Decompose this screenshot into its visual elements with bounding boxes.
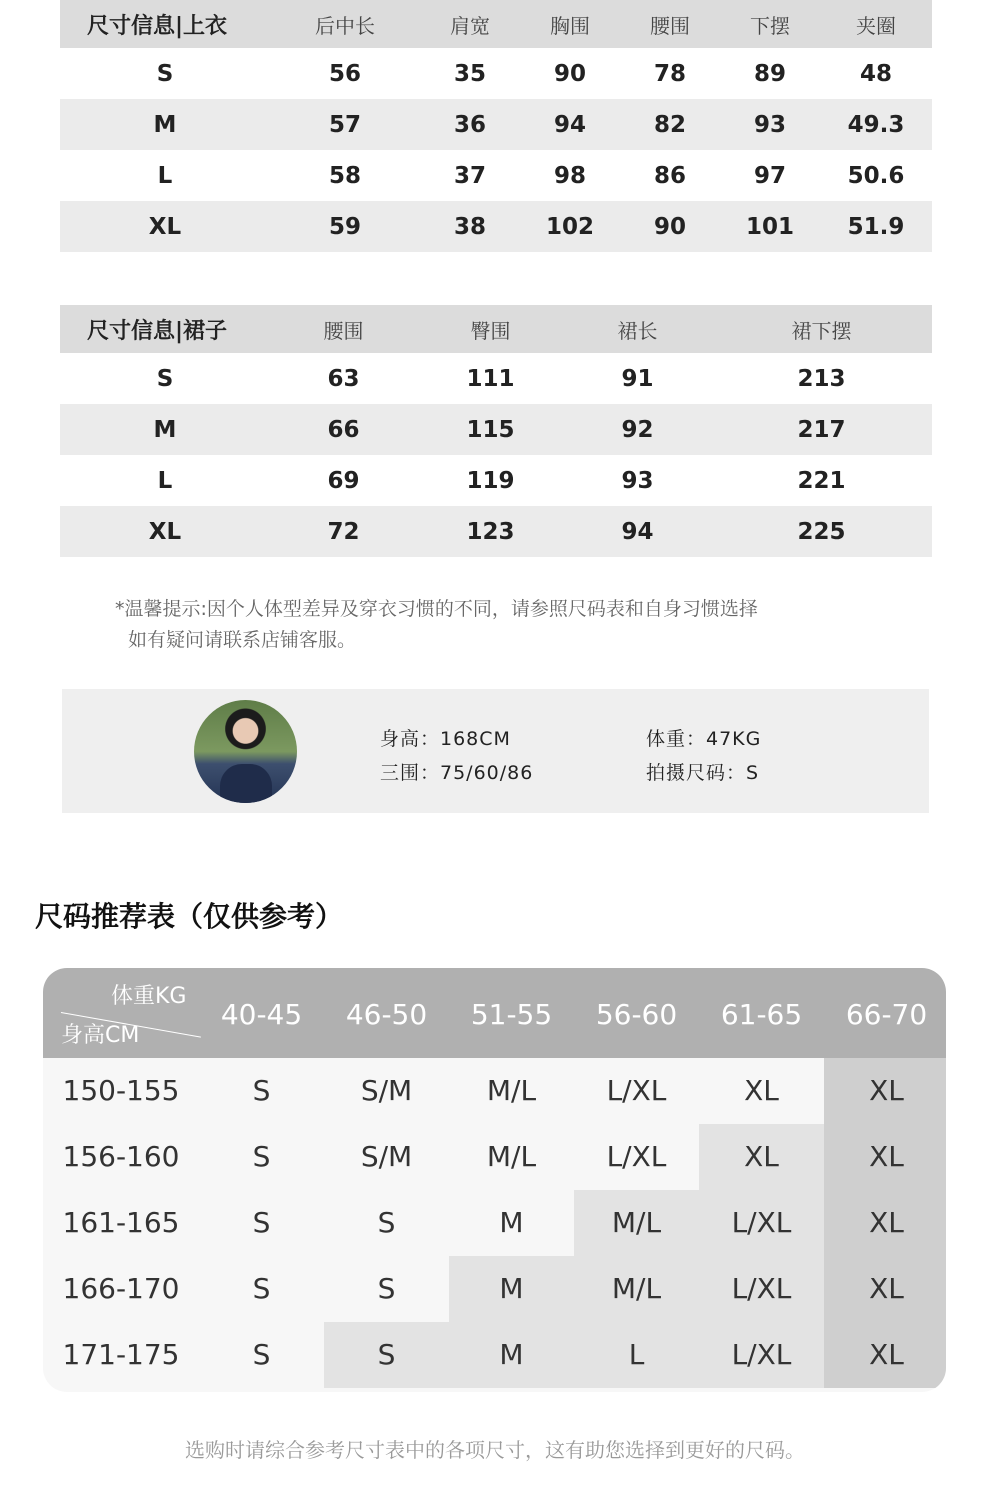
table-cell: 72: [270, 506, 417, 557]
model-avatar: [194, 700, 297, 803]
model-height: 身高：168CM: [380, 728, 511, 750]
table-cell: S: [156, 60, 174, 87]
table-cell: 98: [553, 162, 586, 189]
recommend-cell: XL: [824, 1256, 946, 1322]
table-cell: L: [157, 467, 173, 494]
corner-weight-label: 体重KG: [111, 984, 187, 1009]
table-row: [60, 506, 932, 557]
size-tip: [115, 594, 915, 656]
table-cell: 36: [420, 99, 520, 150]
table-cell: 37: [453, 162, 486, 189]
table-cell: 92: [564, 404, 711, 455]
table-cell: 82: [620, 99, 720, 150]
table-cell: 101: [720, 201, 820, 252]
tip-line: 如有疑问请联系店铺客服。: [128, 629, 357, 651]
tip-line: *温馨提示:因个人体型差异及穿衣习惯的不同，请参照尺码表和自身习惯选择: [115, 598, 758, 620]
table-cell: 57: [270, 99, 420, 150]
corner-height-label: 身高CM: [61, 1023, 140, 1048]
table-cell: 94: [564, 506, 711, 557]
table-cell: 86: [653, 162, 686, 189]
recommend-cell: L/XL: [699, 1322, 824, 1388]
table-row: [60, 99, 932, 150]
recommend-cell: M: [449, 1256, 574, 1322]
recommend-cell: XL: [824, 1322, 946, 1388]
table-cell: M: [60, 99, 270, 150]
table-header-cell: 夹圈: [820, 0, 932, 48]
table-header-row: [60, 305, 932, 353]
table-cell: 91: [621, 365, 654, 392]
table-cell: 89: [753, 60, 786, 87]
recommend-cell: L: [574, 1322, 699, 1388]
table-cell: 49.3: [820, 99, 932, 150]
recommend-cell: S: [252, 1140, 271, 1173]
recommend-cell: S: [324, 1322, 449, 1388]
table-cell: 78: [653, 60, 686, 87]
weight-column-header: 56-60: [595, 998, 678, 1031]
table-cell: 93: [621, 467, 654, 494]
recommend-title: 尺码推荐表（仅供参考）: [35, 900, 344, 933]
recommend-cell: M: [449, 1322, 574, 1388]
size-recommend-table: [43, 968, 946, 1392]
recommend-cell: L/XL: [699, 1256, 824, 1322]
weight-column-header: 51-55: [470, 998, 553, 1031]
recommend-header: [43, 968, 946, 1058]
table-cell: 213: [797, 365, 846, 392]
table-cell: 51.9: [820, 201, 932, 252]
height-row-header: 171-175: [62, 1338, 180, 1371]
recommend-cell: XL: [824, 1058, 946, 1124]
table-header-cell: 腰围: [620, 0, 720, 48]
table-header-cell: 裙下摆: [711, 305, 932, 353]
table-row: [60, 353, 932, 404]
recommend-cell: L/XL: [606, 1074, 667, 1107]
height-row-header: 161-165: [62, 1206, 180, 1239]
table-cell: 123: [417, 506, 564, 557]
table-cell: 102: [520, 201, 620, 252]
recommend-cell: M/L: [574, 1256, 699, 1322]
height-row-header: 156-160: [62, 1140, 180, 1173]
table-cell: 217: [711, 404, 932, 455]
model-info-panel: [62, 689, 929, 813]
recommend-cell: S: [252, 1074, 271, 1107]
table-header-row: [60, 0, 932, 48]
table-row: [60, 150, 932, 201]
table-cell: 119: [466, 467, 515, 494]
weight-column-header: 40-45: [220, 998, 303, 1031]
recommend-cell: M/L: [486, 1140, 537, 1173]
recommend-cell: S: [252, 1272, 271, 1305]
table-header-cell: 下摆: [720, 0, 820, 48]
table-cell: 66: [270, 404, 417, 455]
table-cell: XL: [60, 201, 270, 252]
table-cell: 48: [859, 60, 892, 87]
table-header-cell: 臀围: [417, 305, 564, 353]
recommend-cell: S: [252, 1206, 271, 1239]
table-row: [60, 455, 932, 506]
table-cell: S: [156, 365, 174, 392]
recommend-cell: S: [377, 1272, 396, 1305]
table-header-cell: 胸围: [520, 0, 620, 48]
recommend-cell: M/L: [574, 1190, 699, 1256]
table-cell: 63: [327, 365, 360, 392]
weight-column-header: 66-70: [845, 998, 928, 1031]
table-header-cell: 肩宽: [420, 0, 520, 48]
table-cell: 35: [453, 60, 486, 87]
table-cell: 111: [466, 365, 515, 392]
table-cell: 69: [327, 467, 360, 494]
recommend-cell: XL: [699, 1124, 824, 1190]
weight-column-header: 61-65: [720, 998, 803, 1031]
table-row: [60, 404, 932, 455]
table-cell: 90: [553, 60, 586, 87]
table-cell: 38: [420, 201, 520, 252]
table-cell: L: [157, 162, 173, 189]
height-row-header: 150-155: [62, 1074, 180, 1107]
table-row: [60, 201, 932, 252]
table-cell: 115: [417, 404, 564, 455]
recommend-cell: XL: [824, 1124, 946, 1190]
model-weight: 体重：47KG: [646, 728, 762, 750]
table-cell: 94: [520, 99, 620, 150]
recommend-cell: XL: [744, 1074, 779, 1107]
table-cell: 56: [328, 60, 361, 87]
table-cell: 221: [797, 467, 846, 494]
table-cell: 50.6: [847, 162, 905, 189]
recommend-cell: M: [499, 1206, 524, 1239]
table-cell: XL: [60, 506, 270, 557]
table-header-cell: 尺寸信息|上衣: [60, 0, 270, 48]
table-cell: 58: [328, 162, 361, 189]
table-cell: M: [60, 404, 270, 455]
model-shoot-size: 拍摄尺码：S: [646, 762, 760, 784]
weight-column-header: 46-50: [345, 998, 428, 1031]
table-row: [60, 48, 932, 99]
table-cell: 93: [720, 99, 820, 150]
table-cell: 90: [620, 201, 720, 252]
table-header-cell: 腰围: [270, 305, 417, 353]
table-header-cell: 尺寸信息|裙子: [60, 305, 270, 353]
top-size-table: [60, 0, 932, 252]
model-measurements: 三围：75/60/86: [380, 762, 534, 784]
recommend-cell: S: [252, 1338, 271, 1371]
recommend-cell: S: [377, 1206, 396, 1239]
recommend-cell: S/M: [360, 1140, 413, 1173]
table-header-cell: 裙长: [564, 305, 711, 353]
table-cell: 59: [270, 201, 420, 252]
footer-note: 选购时请综合参考尺寸表中的各项尺寸，这有助您选择到更好的尺码。: [185, 1438, 805, 1462]
table-cell: 225: [711, 506, 932, 557]
recommend-cell: S/M: [360, 1074, 413, 1107]
skirt-size-table: [60, 305, 932, 557]
recommend-cell: M/L: [486, 1074, 537, 1107]
recommend-cell: XL: [824, 1190, 946, 1256]
recommend-cell: L/XL: [606, 1140, 667, 1173]
height-row-header: 166-170: [62, 1272, 180, 1305]
table-cell: 97: [753, 162, 786, 189]
table-header-cell: 后中长: [270, 0, 420, 48]
recommend-cell: L/XL: [699, 1190, 824, 1256]
